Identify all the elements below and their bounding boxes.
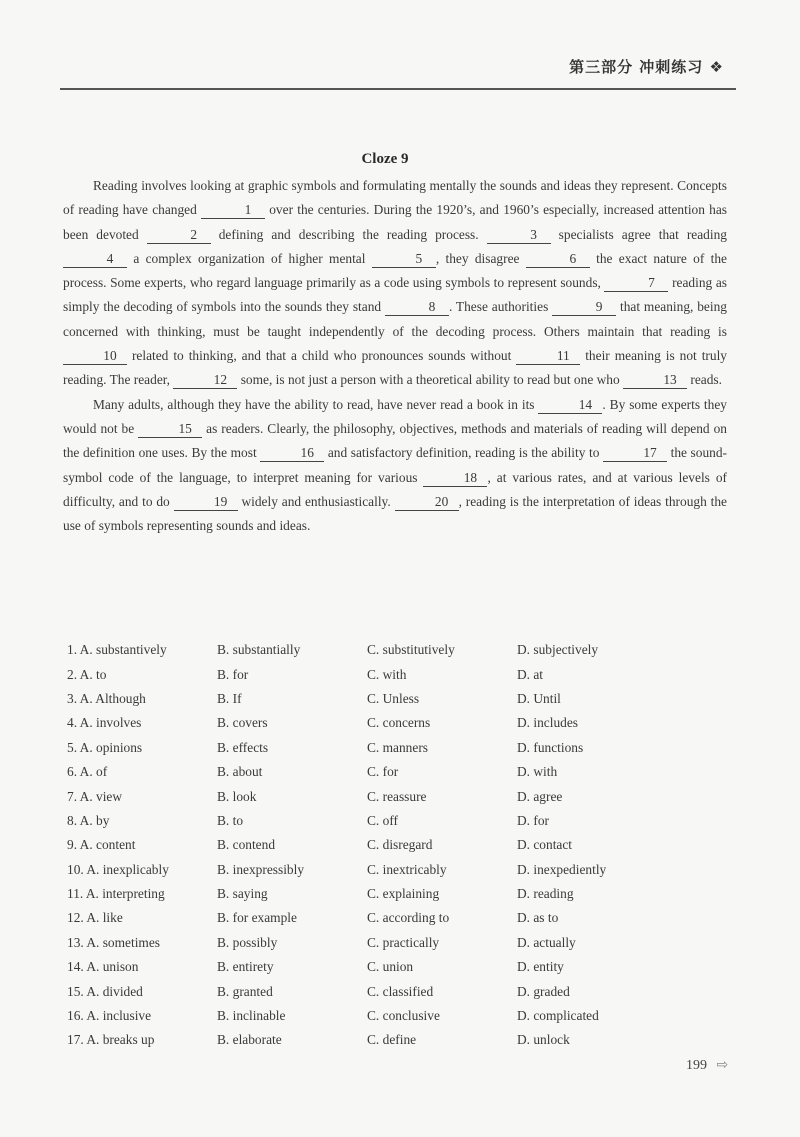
header-divider [60,88,736,90]
option-row-8 [67,809,727,833]
passage-text: that meaning, being concerned with thinking, must be taught independently of the decoding process. Others maintain that reading is [63,299,727,339]
option-4-a: 4. A. involves [67,715,142,731]
option-6-a: 6. A. of [67,764,108,780]
option-4-d: D. includes [517,715,578,731]
section-header [569,56,724,77]
option-11-c: C. explaining [367,886,440,902]
option-3-b: B. If [217,690,242,706]
option-17-d: D. unlock [517,1032,570,1048]
blank-1: 1 [201,201,265,219]
option-row-9 [67,833,727,857]
option-10-a: 10. A. inexplicably [67,861,169,877]
option-12-d: D. as to [517,910,559,926]
option-15-a: 15. A. divided [67,983,143,999]
option-row-11 [67,882,727,906]
option-2-b: B. for [217,666,249,682]
blank-20: 20 [395,493,459,511]
blank-14: 14 [538,396,602,414]
passage-text: the sound-symbol code of the language, to interpret meaning for various [63,445,727,485]
option-16-a: 16. A. inclusive [67,1008,152,1024]
option-13-c: C. practically [367,934,440,950]
passage-text: their meaning is not truly reading. The reader, [63,348,727,388]
passage-text: related to thinking, and that a child who pronounces sounds without [127,348,517,364]
passage-text: specialists agree that reading [550,226,727,242]
blank-15: 15 [138,420,202,438]
option-15-b: B. granted [217,983,273,999]
passage-text: defining and describing the reading process. [210,226,487,242]
option-14-c: C. union [367,959,414,975]
option-row-4 [67,711,727,735]
option-12-c: C. according to [367,910,450,926]
passage-text: Many adults, although they have the ability to read, have never read a book in its [93,396,539,412]
option-6-b: B. about [217,764,263,780]
section-title: 第三部分 冲刺练习 [569,58,704,76]
option-5-c: C. manners [367,739,428,755]
page-number: 199 [686,1058,707,1073]
blank-9: 9 [552,298,616,316]
blank-3: 3 [487,226,551,244]
option-row-12 [67,906,727,930]
option-16-d: D. complicated [517,1008,599,1024]
blank-2: 2 [147,226,211,244]
option-16-b: B. inclinable [217,1008,286,1024]
passage-text: Reading involves looking at graphic symbols and formulating mentally the sounds and ideas they represent. Concepts of reading have changed [63,178,727,218]
option-1-d: D. subjectively [517,642,599,658]
passage-paragraph [63,393,727,539]
option-row-13 [67,931,727,955]
option-8-a: 8. A. by [67,812,110,828]
option-17-c: C. define [367,1032,417,1048]
option-row-2 [67,662,727,686]
option-14-d: D. entity [517,959,564,975]
option-row-10 [67,858,727,882]
option-row-15 [67,979,727,1003]
option-8-c: C. off [367,812,398,828]
option-7-a: 7. A. view [67,788,123,804]
option-15-c: C. classified [367,983,434,999]
diamond-ornament-icon: ❖ [709,58,724,76]
option-3-a: 3. A. Although [67,690,146,706]
passage-text: widely and enthusiastically. [237,493,395,509]
blank-5: 5 [372,250,436,268]
passage-text: , reading is the interpretation of ideas through the use of symbols representing sounds and ideas. [63,493,727,534]
option-2-a: 2. A. to [67,666,107,682]
passage-text: , they disagree [435,250,526,266]
passage-text: and satisfactory definition, reading is the ability to [324,445,604,461]
option-5-a: 5. A. opinions [67,739,143,755]
option-17-a: 17. A. breaks up [67,1032,155,1048]
blank-10: 10 [63,347,127,365]
passage-text: . These authorities [448,299,553,315]
option-row-5 [67,736,727,760]
option-row-7 [67,784,727,808]
option-4-c: C. concerns [367,715,431,731]
blank-18: 18 [423,469,487,487]
option-10-c: C. inextricably [367,861,447,877]
passage-text: reading as simply the decoding of symbols into the sounds they stand [63,275,727,315]
option-row-16 [67,1004,727,1028]
blank-12: 12 [173,371,237,389]
option-row-14 [67,955,727,979]
option-row-1 [67,638,727,662]
option-8-d: D. for [517,812,549,828]
option-row-3 [67,687,727,711]
option-13-a: 13. A. sometimes [67,934,160,950]
option-17-b: B. elaborate [217,1032,282,1048]
blank-8: 8 [385,298,449,316]
blank-7: 7 [604,274,668,292]
option-13-b: B. possibly [217,934,278,950]
passage-text: , at various rates, and at various levels of difficulty, and to do [63,469,727,509]
option-14-b: B. entirety [217,959,274,975]
option-14-a: 14. A. unison [67,959,139,975]
option-8-b: B. to [217,812,244,828]
option-1-a: 1. A. substantively [67,642,167,658]
option-9-c: C. disregard [367,837,433,853]
blank-19: 19 [174,493,238,511]
cloze-title: Cloze 9 [361,151,409,167]
option-1-c: C. substitutively [367,642,455,658]
passage-text: reads. [687,372,722,388]
option-10-b: B. inexpressibly [217,861,305,877]
option-10-d: D. inexpediently [517,861,607,877]
option-9-b: B. contend [217,837,276,853]
option-5-d: D. functions [517,739,584,755]
option-11-a: 11. A. interpreting [67,886,165,902]
option-1-b: B. substantially [217,642,301,658]
option-15-d: D. graded [517,983,570,999]
passage-paragraph [63,174,727,393]
passage-text: over the centuries. During the 1920’s, and 1960’s especially, increased attention has been devoted [63,202,727,242]
option-7-d: D. agree [517,788,563,804]
option-16-c: C. conclusive [367,1008,440,1024]
page-footer [686,1057,728,1074]
option-2-c: C. with [367,666,407,682]
option-2-d: D. at [517,666,544,682]
option-7-b: B. look [217,788,257,804]
passage-text: . By some experts they would not be [63,396,727,436]
option-row-17 [67,1028,727,1052]
blank-4: 4 [63,250,127,268]
option-11-b: B. saying [217,886,268,902]
passage-text: a complex organization of higher mental [127,250,372,266]
option-5-b: B. effects [217,739,269,755]
option-9-a: 9. A. content [67,837,136,853]
option-9-d: D. contact [517,837,573,853]
option-6-d: D. with [517,764,558,780]
next-page-arrow-icon: ⇨ [716,1057,729,1073]
blank-13: 13 [623,371,687,389]
passage-text: the exact nature of the process. Some experts, who regard language primarily as a code using symbols to represent sounds, [63,250,727,291]
answer-options [67,638,727,1053]
blank-17: 17 [603,444,667,462]
blank-16: 16 [260,444,324,462]
blank-11: 11 [516,347,580,365]
option-11-d: D. reading [517,886,574,902]
option-3-c: C. Unless [367,690,420,706]
option-6-c: C. for [367,764,399,780]
option-3-d: D. Until [517,690,561,706]
blank-6: 6 [526,250,590,268]
option-13-d: D. actually [517,934,576,950]
option-12-a: 12. A. like [67,910,123,926]
cloze-passage [63,174,727,538]
option-12-b: B. for example [217,910,297,926]
option-row-6 [67,760,727,784]
passage-text: some, is not just a person with a theoretical ability to read but one who [237,372,624,388]
option-4-b: B. covers [217,715,268,731]
option-7-c: C. reassure [367,788,427,804]
passage-text: as readers. Clearly, the philosophy, objectives, methods and materials of reading will depend on the definition one uses. By the most [63,420,727,461]
